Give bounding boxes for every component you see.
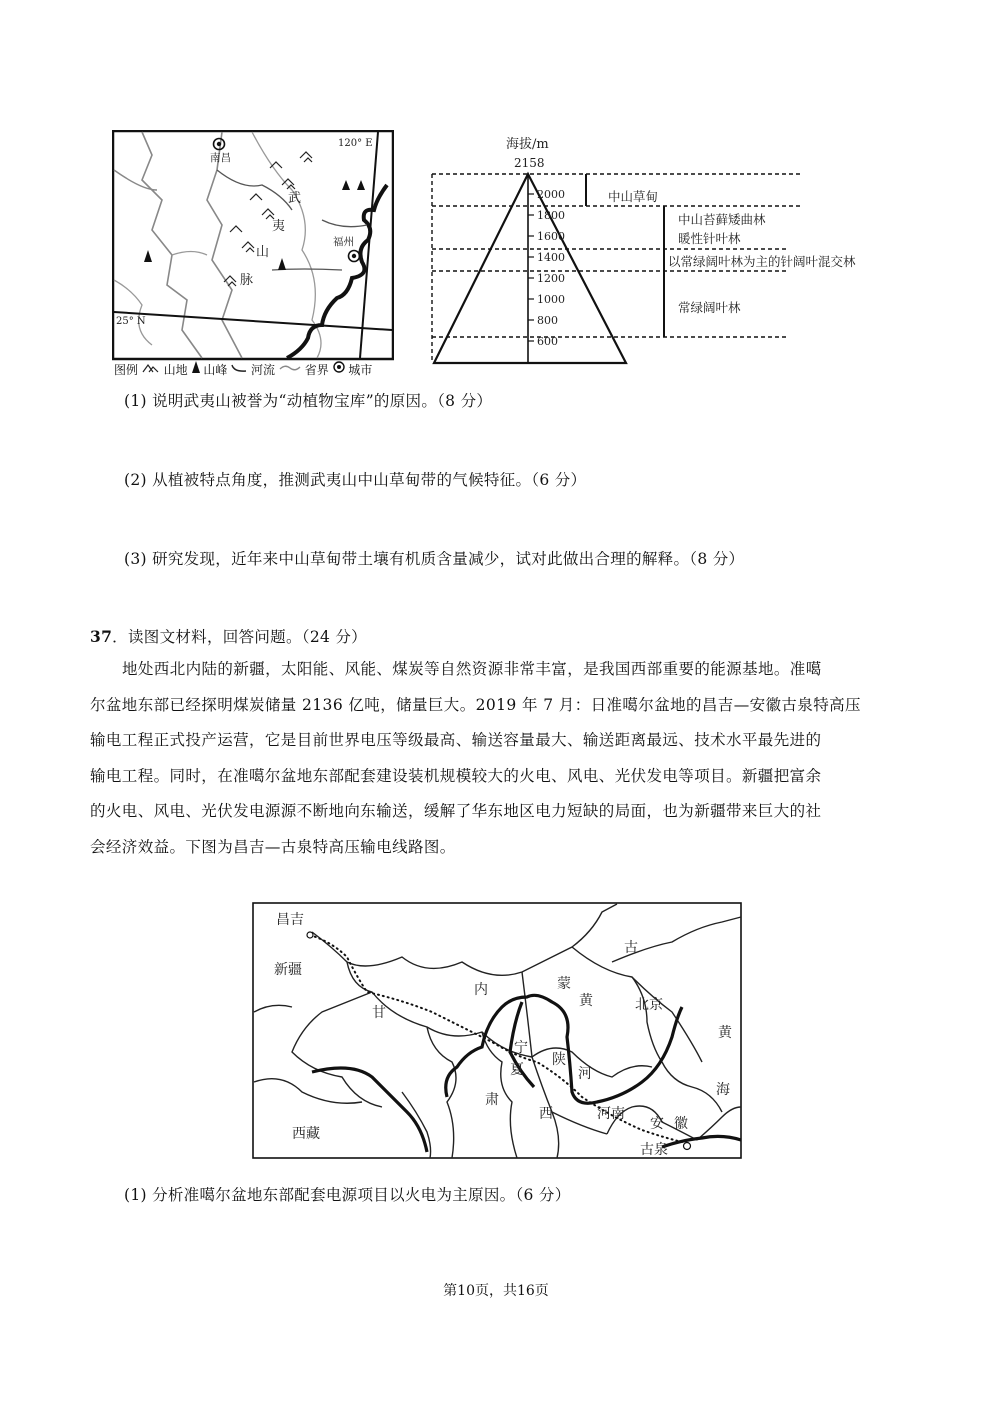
tick-label: 1600 [537,230,565,243]
label-beijing: 北京 [635,997,663,1013]
material-line: 输电工程。同时，在准噶尔盆地东部配套建设装机规模较大的火电、风电、光伏发电等项目。新疆把富余 [90,766,822,785]
label-xi: 西 [539,1106,553,1122]
city-fuzhou: 福州 [333,236,354,248]
label-xia: 夏 [510,1062,524,1078]
tick-label: 2000 [537,188,565,201]
label-meng: 蒙 [557,976,571,992]
label-hui: 徽 [674,1116,688,1132]
label-changji: 昌吉 [276,912,304,928]
q37-heading [90,625,367,647]
page-footer: 第10页，共16页 [443,1283,549,1299]
zone-evergreen: 常绿阔叶林 [678,300,741,315]
material-line: 输电工程正式投产运营，它是目前世界电压等级最高、输送容量最大、输送距离最远、技术水平最先进的 [90,731,822,749]
label-nei: 内 [474,982,488,998]
label-he: 河 [578,1066,592,1082]
tick-label: 1800 [537,209,565,222]
svg-text:脉: 脉 [240,273,254,288]
wuyi-location-map [112,130,394,362]
q37-title: ．读图文材料，回答问题。（24 分） [112,628,367,646]
label-ning: 宁 [514,1040,528,1056]
material-line: 的火电、风电、光伏发电源源不断地向东输送，缓解了华东地区电力短缺的局面，也为新疆带来巨大的社 [90,802,822,820]
material-line: 尔盆地东部已经探明煤炭储量 2136 亿吨，储量巨大。2019 年 7 月：日准噶尔盆地的昌吉—安徽古泉特高压 [90,695,861,714]
label-gan: 甘 [372,1005,386,1021]
svg-text:山: 山 [256,245,270,260]
zone-conifer: 暖性针叶林 [678,231,741,246]
label-gu: 古 [624,940,638,956]
q37-number: 37 [90,627,113,646]
zone-elfin-forest: 中山苔藓矮曲林 [678,212,766,227]
border-legend-icon [279,363,301,373]
material-line: 地处西北内陆的新疆，太阳能、风能、煤炭等自然资源非常丰富，是我国西部重要的能源基地。准噶 [122,660,822,678]
q36-part3: (3) 研究发现，近年来中山草甸带土壤有机质含量减少，试对此做出合理的解释。（8 分） [124,550,745,568]
latitude-label: 25° N [116,316,146,327]
label-shaan: 陕 [552,1052,566,1068]
label-xinjiang: 新疆 [274,962,302,978]
river-legend-icon [231,363,247,373]
longitude-label: 120° E [338,138,373,149]
q37-part1: (1) 分析准噶尔盆地东部配套电源项目以火电为主原因。（6 分） [124,1186,571,1204]
q37-material [90,652,902,865]
range-char: 武 [288,191,302,206]
tick-label: 1400 [537,251,565,264]
label-hai: 海 [716,1082,730,1098]
transmission-line-map [252,902,742,1160]
label-an: 安 [650,1116,664,1132]
altitude-axis-label: 海拔/m [506,137,549,152]
mountain-legend-icon [142,363,160,373]
zone-mixed-forest: 以常绿阔叶林为主的针阔叶混交林 [668,254,856,269]
tick-label: 1200 [537,272,565,285]
label-henan: 河南 [597,1106,625,1122]
vegetation-profile-diagram [428,130,898,370]
material-line: 会经济效益。下图为昌吉—古泉特高压输电线路图。 [90,837,456,856]
zone-meadow: 中山草甸 [608,189,659,204]
label-huang-sea: 黄 [718,1025,732,1041]
label-xizang: 西藏 [292,1126,320,1142]
city-legend-icon [333,361,345,373]
q36-part1: (1) 说明武夷山被誉为“动植物宝库”的原因。（8 分） [124,392,493,410]
q36-part2: (2) 从植被特点角度，推测武夷山中山草甸带的气候特征。（6 分） [124,471,587,489]
peak-altitude: 2158 [514,156,545,170]
label-su: 肃 [485,1092,499,1108]
svg-text:夷: 夷 [272,219,286,234]
map-legend: 图例 山地 山峰 河流 省界 城市 [114,363,373,377]
label-huang: 黄 [579,993,593,1009]
city-nanchang: 南昌 [210,152,231,164]
tick-label: 800 [537,314,558,327]
tick-label: 600 [537,335,558,348]
peak-legend-icon [192,361,200,373]
label-guquan: 古泉 [640,1142,668,1158]
tick-label: 1000 [537,293,565,306]
